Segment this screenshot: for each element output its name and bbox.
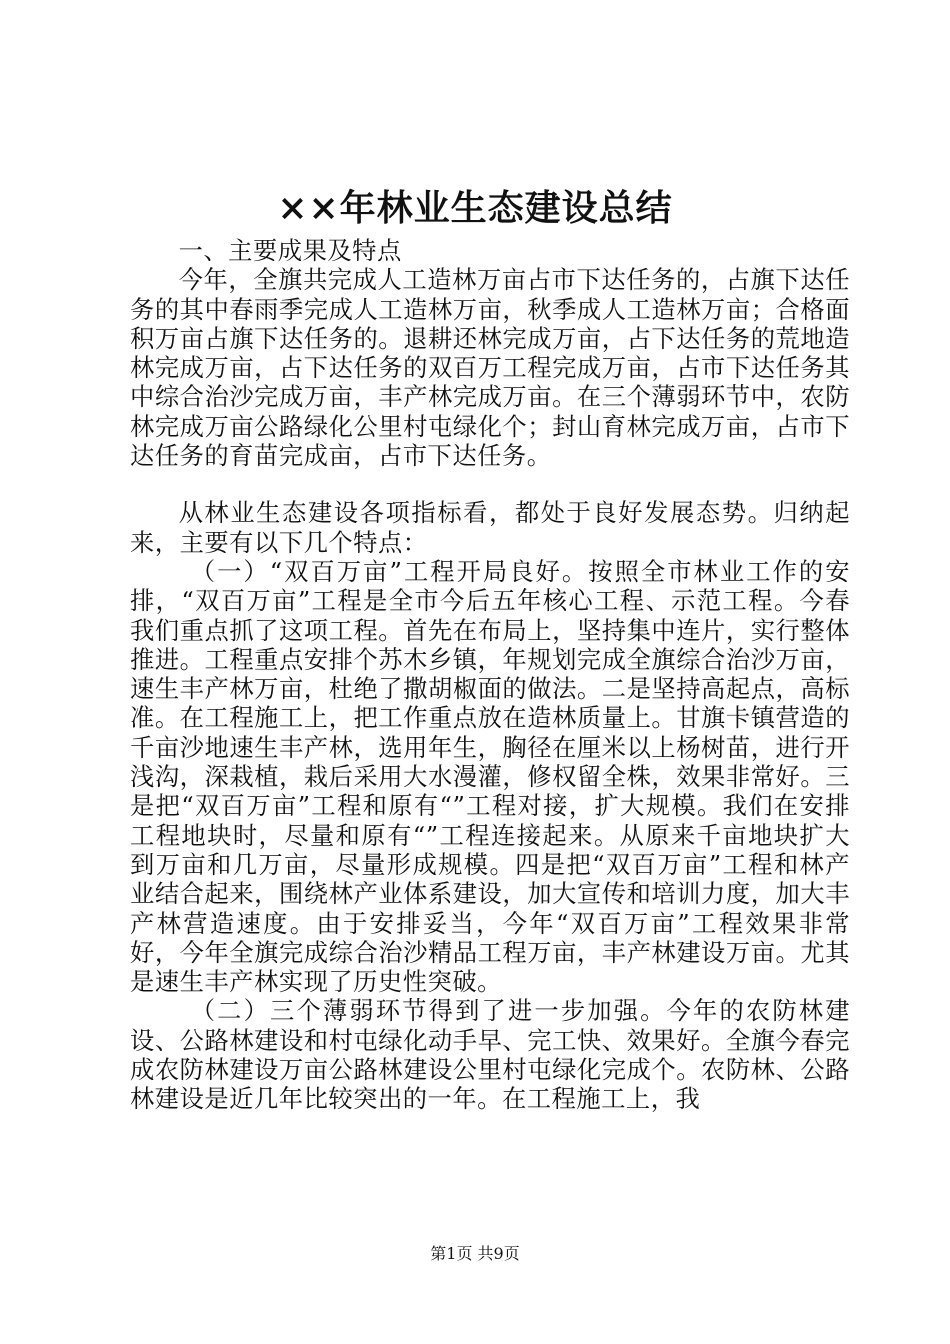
- paragraph-achievements: 今年，全旗共完成人工造林万亩占市下达任务的，占旗下达任务的其中春雨季完成人工造林万亩，秋季成人工造林万亩；合格面积万亩占旗下达任务的。退耕还林完成万亩，占下达任务的荒地造林完成万亩，占下达任务的双百万工程完成万亩，占市下达任务其中综合治沙完成万亩，丰产林完成万亩。在三个薄弱环节中，农防林完成万亩公路绿化公里村屯绿化个；封山育林完成万亩，占市下达任务的育苗完成亩，占市下达任务。: [130, 265, 850, 471]
- document-body: [130, 236, 850, 1114]
- paragraph-feature-two: （二）三个薄弱环节得到了进一步加强。今年的农防林建设、公路林建设和村屯绿化动手早、完工快、效果好。全旗今春完成农防林建设万亩公路林建设公里村屯绿化完成个。农防林、公路林建设是近几年比较突出的一年。在工程施工上，我: [130, 996, 850, 1114]
- document-title: ××年林业生态建设总结: [277, 187, 673, 229]
- page-footer: 第1页 共9页: [430, 1244, 520, 1263]
- paragraph-feature-one: （一）“双百万亩”工程开局良好。按照全市林业工作的安排，“双百万亩”工程是全市今后五年核心工程、示范工程。今春我们重点抓了这项工程。首先在布局上，坚持集中连片，实行整体推进。工程重点安排个苏木乡镇，年规划完成全旗综合治沙万亩，速生丰产林万亩，杜绝了撒胡椒面的做法。二是坚持高起点，高标准。在工程施工上，把工作重点放在造林质量上。甘旗卡镇营造的千亩沙地速生丰产林，选用年生，胸径在厘米以上杨树苗，进行开浅沟，深栽植，栽后采用大水漫灌，修权留全株，效果非常好。三是把“双百万亩”工程和原有“”工程对接，扩大规模。我们在安排工程地块时，尽量和原有“”工程连接起来。从原来千亩地块扩大到万亩和几万亩，尽量形成规模。四是把“双百万亩”工程和林产业结合起来，围绕林产业体系建设，加大宣传和培训力度，加大丰产林营造速度。由于安排妥当，今年“双百万亩”工程效果非常好，今年全旗完成综合治沙精品工程万亩，丰产林建设万亩。尤其是速生丰产林实现了历史性突破。: [130, 556, 850, 997]
- section-heading: 一、主要成果及特点: [178, 236, 402, 265]
- paragraph-summary: 从林业生态建设各项指标看，都处于良好发展态势。归纳起来，主要有以下几个特点：: [130, 498, 850, 557]
- paragraph-spacer: [130, 470, 850, 498]
